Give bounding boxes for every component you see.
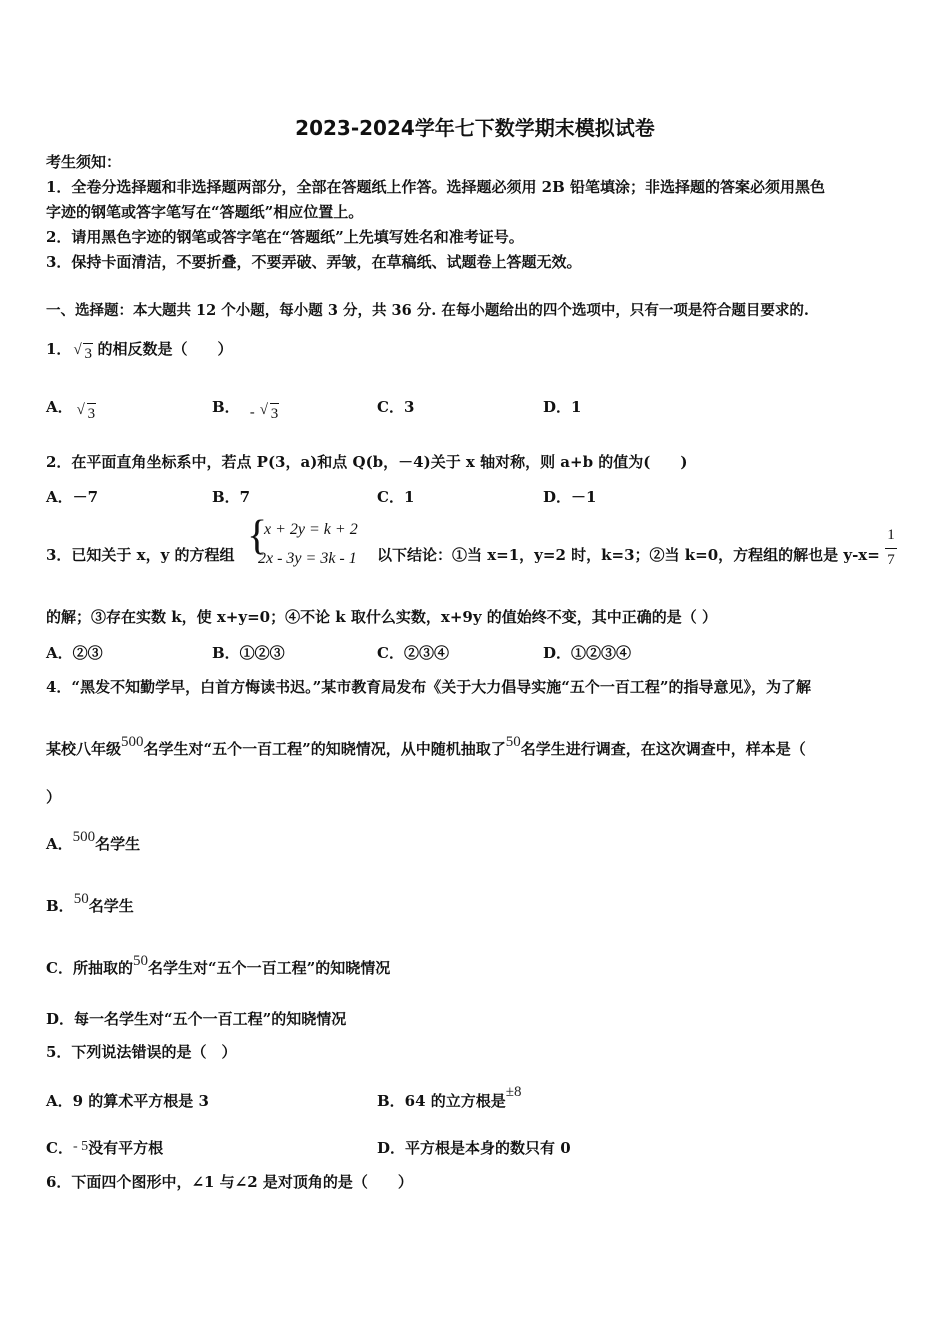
question-4-line-2 — [46, 734, 806, 760]
question-number: 1． — [46, 340, 72, 358]
option-c: C．1 — [377, 488, 415, 506]
fraction-numerator: 1 — [887, 527, 895, 543]
question-1 — [46, 339, 233, 362]
option-c — [46, 953, 391, 979]
minus-5: - 5 — [72, 1139, 89, 1154]
notice-item-2: 2．请用黑色字迹的钢笔或答字笔在“答题纸”上先填写姓名和准考证号。 — [46, 228, 524, 246]
notice-item-1-line-2: 字迹的钢笔或答字笔写在“答题纸”相应位置上。 — [46, 203, 364, 221]
question-3-line-2: 的解；③存在实数 k，使 x+y=0；④不论 k 取什么实数，x+9y 的值始终不变，其中正确的是（ ） — [46, 608, 718, 626]
option-text: 没有平方根 — [88, 1139, 164, 1157]
option-b — [377, 1084, 522, 1112]
equation-2: 2x - 3y = 3k - 1 — [258, 550, 357, 567]
option-a — [46, 829, 141, 855]
option-d: D．－1 — [543, 488, 597, 506]
option-text: B．64 的立方根是 — [377, 1092, 506, 1110]
question-3-lead: 3．已知关于 x，y 的方程组 — [46, 546, 235, 564]
option-label: A． — [46, 398, 73, 416]
fraction-bar — [885, 548, 897, 549]
question-4-line-1: 4．“黑发不知勤学早，白首方悔读书迟。”某市教育局发布《关于大力倡导实施“五个一百工程”的指导意见》，为了解 — [46, 678, 811, 696]
option-a: A．②③ — [46, 644, 103, 662]
minus-sign: - — [249, 403, 255, 421]
text-segment: 名学生进行调查，在这次调查中，样本是（ — [520, 740, 806, 758]
notice-item-1-line-1: 1．全卷分选择题和非选择题两部分，全部在答题纸上作答。选择题必须用 2B 铅笔填涂；非选择题的答案必须用黑色 — [46, 178, 826, 196]
option-c — [46, 1138, 163, 1160]
radicand: 3 — [270, 403, 280, 424]
option-c: C．②③④ — [377, 644, 449, 662]
question-2: 2．在平面直角坐标系中，若点 P(3，a)和点 Q(b，－4)关于 x 轴对称，则 a+b 的值为( ) — [46, 453, 688, 471]
option-b: B．①②③ — [212, 644, 285, 662]
option-b: B．7 — [212, 488, 251, 506]
option-label: B． — [46, 897, 74, 915]
question-5: 5．下列说法错误的是（ ） — [46, 1043, 237, 1061]
question-text: 的相反数是（ ） — [97, 340, 233, 358]
notice-item-3: 3．保持卡面清洁，不要折叠，不要弄破、弄皱，在草稿纸、试题卷上答题无效。 — [46, 253, 582, 271]
notice-heading: 考生须知： — [46, 153, 122, 171]
question-3-mid: 以下结论：①当 x=1，y=2 时，k=3；②当 k=0，方程组的解也是 y-x= — [377, 546, 880, 564]
option-label: C． — [46, 1139, 73, 1157]
number-500: 500 — [121, 734, 144, 750]
equation-1: x + 2y = k + 2 — [264, 521, 358, 538]
section-heading: 一、选择题：本大题共 12 个小题，每小题 3 分，共 36 分. 在每小题给出的四个选项中，只有一项是符合题目要求的. — [46, 302, 809, 319]
option-d: D．平方根是本身的数只有 0 — [377, 1139, 571, 1157]
number-50: 50 — [132, 953, 148, 969]
page-title: 2023-2024学年七下数学期末模拟试卷 — [295, 116, 655, 140]
number-50: 50 — [505, 734, 521, 750]
sqrt-icon: √ — [76, 402, 85, 418]
option-d: D．每一名学生对“五个一百工程”的知晓情况 — [46, 1010, 347, 1028]
option-label: C．所抽取的 — [46, 959, 133, 977]
option-text: 名学生 — [88, 897, 134, 915]
fraction-denominator: 7 — [887, 552, 895, 568]
brace-icon: { — [247, 513, 268, 559]
number-500: 500 — [72, 829, 96, 845]
text-segment: 名学生对“五个一百工程”的知晓情况，从中随机抽取了 — [143, 740, 506, 758]
option-d: D．1 — [543, 398, 582, 416]
radicand: 3 — [83, 343, 93, 364]
question-4-line-3: ） — [46, 788, 62, 806]
option-label: B． — [212, 398, 240, 416]
plus-minus-8: ±8 — [505, 1084, 522, 1100]
option-text: 名学生 — [95, 835, 141, 853]
option-a: A．9 的算术平方根是 3 — [46, 1092, 209, 1110]
option-label: A． — [46, 835, 73, 853]
option-d: D．①②③④ — [543, 644, 632, 662]
option-a: A．－7 — [46, 488, 99, 506]
option-c: C．3 — [377, 398, 415, 416]
radicand: 3 — [87, 403, 97, 424]
option-b — [212, 397, 279, 422]
text-segment: 某校八年级 — [46, 740, 122, 758]
option-a — [46, 397, 96, 422]
number-50: 50 — [73, 891, 89, 907]
question-6: 6．下面四个图形中，∠1 与∠2 是对顶角的是（ ） — [46, 1173, 413, 1191]
option-b — [46, 891, 134, 917]
sqrt-icon: √ — [73, 342, 82, 358]
option-text: 名学生对“五个一百工程”的知晓情况 — [147, 959, 391, 977]
sqrt-icon: √ — [259, 402, 268, 418]
